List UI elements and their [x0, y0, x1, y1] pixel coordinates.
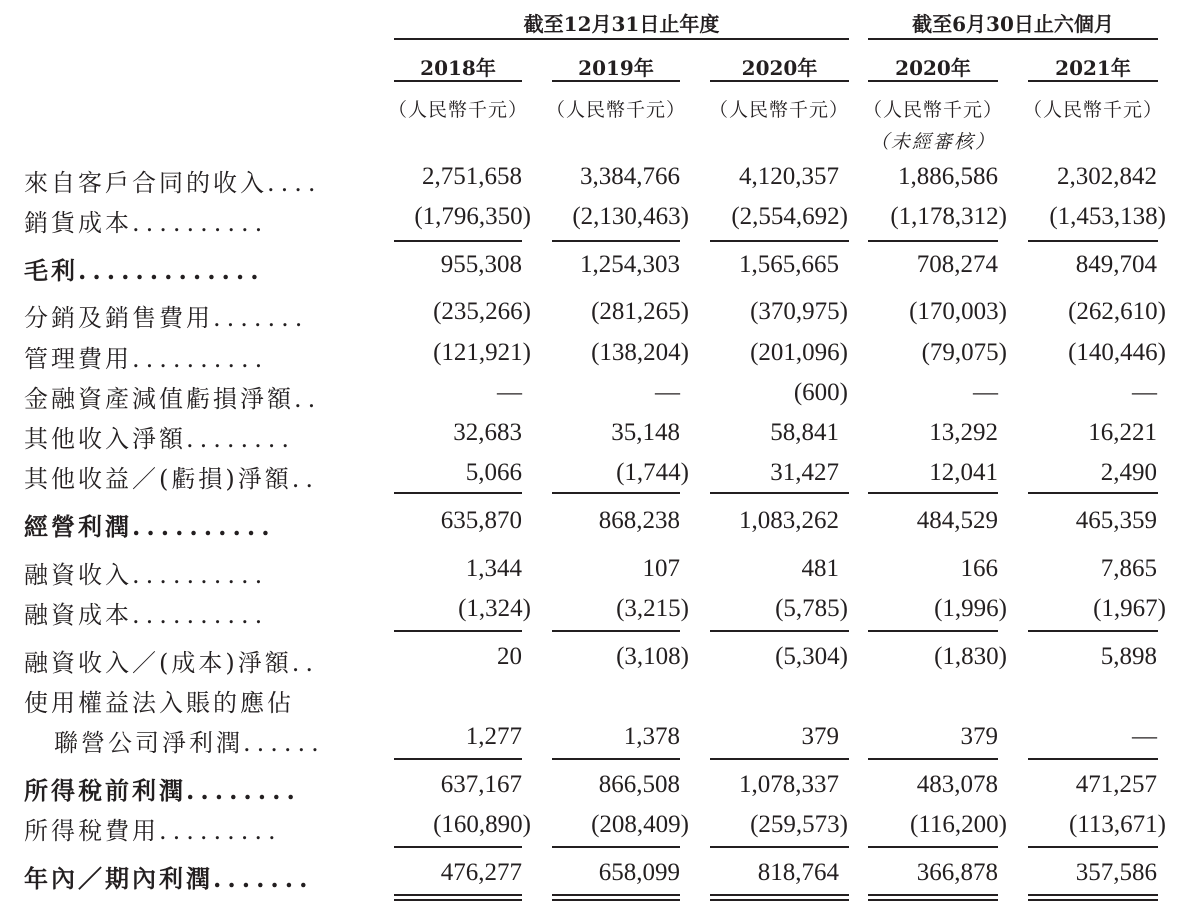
value-cell: (2,130,463) [572, 203, 689, 230]
year-header-rule [394, 80, 522, 82]
year-header-rule [710, 80, 849, 82]
subtotal-rule [710, 630, 849, 632]
row-label-other-gains-losses: 其他收益／(虧損)淨額.. [24, 465, 319, 493]
unit-header: （人民幣千元） [1022, 99, 1163, 121]
unit-header: （人民幣千元） [545, 99, 686, 121]
value-cell: (1,796,350) [414, 203, 531, 230]
value-cell: 357,586 [1075, 859, 1157, 886]
value-cell: 955,308 [440, 251, 522, 278]
subtotal-rule [710, 758, 849, 760]
value-cell: (370,975) [750, 298, 848, 325]
row-label-profit-for-period: 年內／期內利潤....... [24, 864, 314, 893]
value-cell: (1,830) [934, 643, 1007, 670]
value-cell: 13,292 [929, 419, 998, 446]
row-label-finance-income: 融資收入.......... [24, 561, 269, 589]
total-double-rule [868, 894, 998, 896]
header-group-rule [868, 38, 1158, 40]
subtotal-rule [552, 630, 680, 632]
value-cell: 379 [801, 723, 839, 750]
value-cell: 2,490 [1100, 459, 1157, 486]
subtotal-rule [552, 492, 680, 494]
value-cell: 58,841 [770, 419, 839, 446]
value-cell: (113,671) [1069, 811, 1166, 838]
value-cell: 708,274 [916, 251, 998, 278]
value-cell: 12,041 [929, 459, 998, 486]
year-header: 2018年 [420, 56, 496, 80]
year-header: 2021年 [1055, 56, 1131, 80]
value-cell: (5,304) [775, 643, 848, 670]
value-cell: 107 [642, 555, 680, 582]
value-cell: 476,277 [440, 859, 522, 886]
value-cell: 7,865 [1100, 555, 1157, 582]
value-cell: 637,167 [440, 771, 522, 798]
subtotal-rule [394, 492, 522, 494]
subtotal-rule [394, 758, 522, 760]
value-cell: (600) [793, 379, 848, 406]
value-cell: 1,078,337 [739, 771, 839, 798]
value-cell: (235,266) [433, 298, 531, 325]
row-label-impairment-losses: 金融資產減值虧損淨額.. [24, 385, 322, 413]
value-cell: (116,200) [910, 811, 1007, 838]
year-header-rule [552, 80, 680, 82]
year-header-rule [1028, 80, 1158, 82]
value-cell: 484,529 [916, 507, 998, 534]
value-cell: 849,704 [1075, 251, 1157, 278]
value-cell: 4,120,357 [739, 163, 839, 190]
value-cell: 1,344 [465, 555, 522, 582]
value-cell: 5,066 [465, 459, 522, 486]
value-cell: 166 [960, 555, 998, 582]
header-group-rule [394, 38, 849, 40]
row-label-other-income: 其他收入淨額........ [24, 425, 296, 453]
value-cell: (201,096) [750, 339, 848, 366]
row-label-profit-before-tax: 所得稅前利潤........ [24, 776, 301, 805]
value-cell: 35,148 [611, 419, 680, 446]
row-label-equity-share-line1: 使用權益法入賬的應佔 [24, 689, 294, 717]
row-label-revenue: 來自客戶合同的收入.... [24, 169, 322, 197]
value-cell: (259,573) [750, 811, 848, 838]
value-cell: (1,178,312) [890, 203, 1007, 230]
value-cell: 1,886,586 [898, 163, 998, 190]
value-cell: (138,204) [591, 339, 689, 366]
total-double-rule [1028, 894, 1158, 896]
header-group-year-ended: 截至12月31日止年度 [523, 12, 720, 36]
value-cell: 1,565,665 [739, 251, 839, 278]
value-cell: (1,967) [1093, 595, 1166, 622]
value-cell: (3,215) [616, 595, 689, 622]
value-cell: (208,409) [591, 811, 689, 838]
subtotal-rule [394, 240, 522, 242]
row-label-equity-share-line2: 聯營公司淨利潤...... [54, 729, 325, 757]
total-double-rule [394, 899, 522, 901]
value-cell: 1,277 [465, 723, 522, 750]
row-label-income-tax: 所得稅費用......... [24, 817, 282, 845]
value-cell: 635,870 [440, 507, 522, 534]
value-cell: (1,453,138) [1049, 203, 1166, 230]
row-label-gross-profit: 毛利............. [24, 256, 265, 285]
value-cell: (3,108) [616, 643, 689, 670]
value-cell: (79,075) [921, 339, 1007, 366]
value-cell: 471,257 [1075, 771, 1157, 798]
subtotal-rule [868, 630, 998, 632]
year-header: 2019年 [578, 56, 654, 80]
value-cell: — [1132, 379, 1157, 406]
value-cell: 16,221 [1088, 419, 1157, 446]
value-cell: 32,683 [453, 419, 522, 446]
value-cell: (5,785) [775, 595, 848, 622]
subtotal-rule [552, 758, 680, 760]
unit-header: （人民幣千元） [387, 99, 528, 121]
value-cell: 366,878 [916, 859, 998, 886]
value-cell: (160,890) [433, 811, 531, 838]
value-cell: 1,254,303 [580, 251, 680, 278]
value-cell: 31,427 [770, 459, 839, 486]
value-cell: 2,751,658 [422, 163, 522, 190]
row-label-admin-expenses: 管理費用.......... [24, 345, 269, 373]
subtotal-rule [394, 630, 522, 632]
total-double-rule [710, 899, 849, 901]
total-double-rule [868, 899, 998, 901]
subtotal-rule [868, 492, 998, 494]
value-cell: 2,302,842 [1057, 163, 1157, 190]
subtotal-rule [1028, 240, 1158, 242]
row-label-finance-costs: 融資成本.......... [24, 601, 269, 629]
subtotal-rule [552, 846, 680, 848]
year-header: 2020年 [895, 56, 971, 80]
value-cell: 483,078 [916, 771, 998, 798]
subtotal-rule [1028, 630, 1158, 632]
subtotal-rule [552, 240, 680, 242]
unit-header: （人民幣千元） [862, 99, 1003, 121]
value-cell: 481 [801, 555, 839, 582]
subtotal-rule [1028, 846, 1158, 848]
row-label-cost-of-sales: 銷貨成本.......... [24, 209, 269, 237]
value-cell: 1,378 [623, 723, 680, 750]
unaudited-note: （未經審核） [869, 131, 996, 153]
value-cell: (170,003) [909, 298, 1007, 325]
total-double-rule [552, 894, 680, 896]
subtotal-rule [710, 492, 849, 494]
value-cell: (121,921) [433, 339, 531, 366]
value-cell: 3,384,766 [580, 163, 680, 190]
subtotal-rule [868, 240, 998, 242]
total-double-rule [394, 894, 522, 896]
subtotal-rule [394, 846, 522, 848]
subtotal-rule [710, 240, 849, 242]
value-cell: (1,996) [934, 595, 1007, 622]
value-cell: 658,099 [598, 859, 680, 886]
value-cell: 868,238 [598, 507, 680, 534]
year-header-rule [868, 80, 998, 82]
value-cell: 1,083,262 [739, 507, 839, 534]
subtotal-rule [868, 758, 998, 760]
value-cell: — [1132, 723, 1157, 750]
value-cell: 5,898 [1100, 643, 1157, 670]
value-cell: (281,265) [591, 298, 689, 325]
total-double-rule [1028, 899, 1158, 901]
value-cell: (1,324) [458, 595, 531, 622]
value-cell: — [973, 379, 998, 406]
value-cell: 465,359 [1075, 507, 1157, 534]
value-cell: (262,610) [1068, 298, 1166, 325]
subtotal-rule [868, 846, 998, 848]
total-double-rule [710, 894, 849, 896]
value-cell: (2,554,692) [731, 203, 848, 230]
year-header: 2020年 [741, 56, 818, 80]
value-cell: 379 [960, 723, 998, 750]
value-cell: 20 [497, 643, 522, 670]
row-label-net-finance: 融資收入／(成本)淨額.. [24, 649, 319, 677]
value-cell: — [497, 379, 522, 406]
row-label-distribution-expenses: 分銷及銷售費用....... [24, 304, 309, 332]
row-label-operating-profit: 經營利潤.......... [24, 512, 276, 541]
value-cell: (140,446) [1068, 339, 1166, 366]
unit-header: （人民幣千元） [708, 99, 849, 121]
subtotal-rule [1028, 758, 1158, 760]
header-group-six-months: 截至6月30日止六個月 [912, 12, 1114, 36]
value-cell: 818,764 [757, 859, 839, 886]
value-cell: — [655, 379, 680, 406]
total-double-rule [552, 899, 680, 901]
value-cell: 866,508 [598, 771, 680, 798]
subtotal-rule [710, 846, 849, 848]
value-cell: (1,744) [616, 459, 689, 486]
subtotal-rule [1028, 492, 1158, 494]
